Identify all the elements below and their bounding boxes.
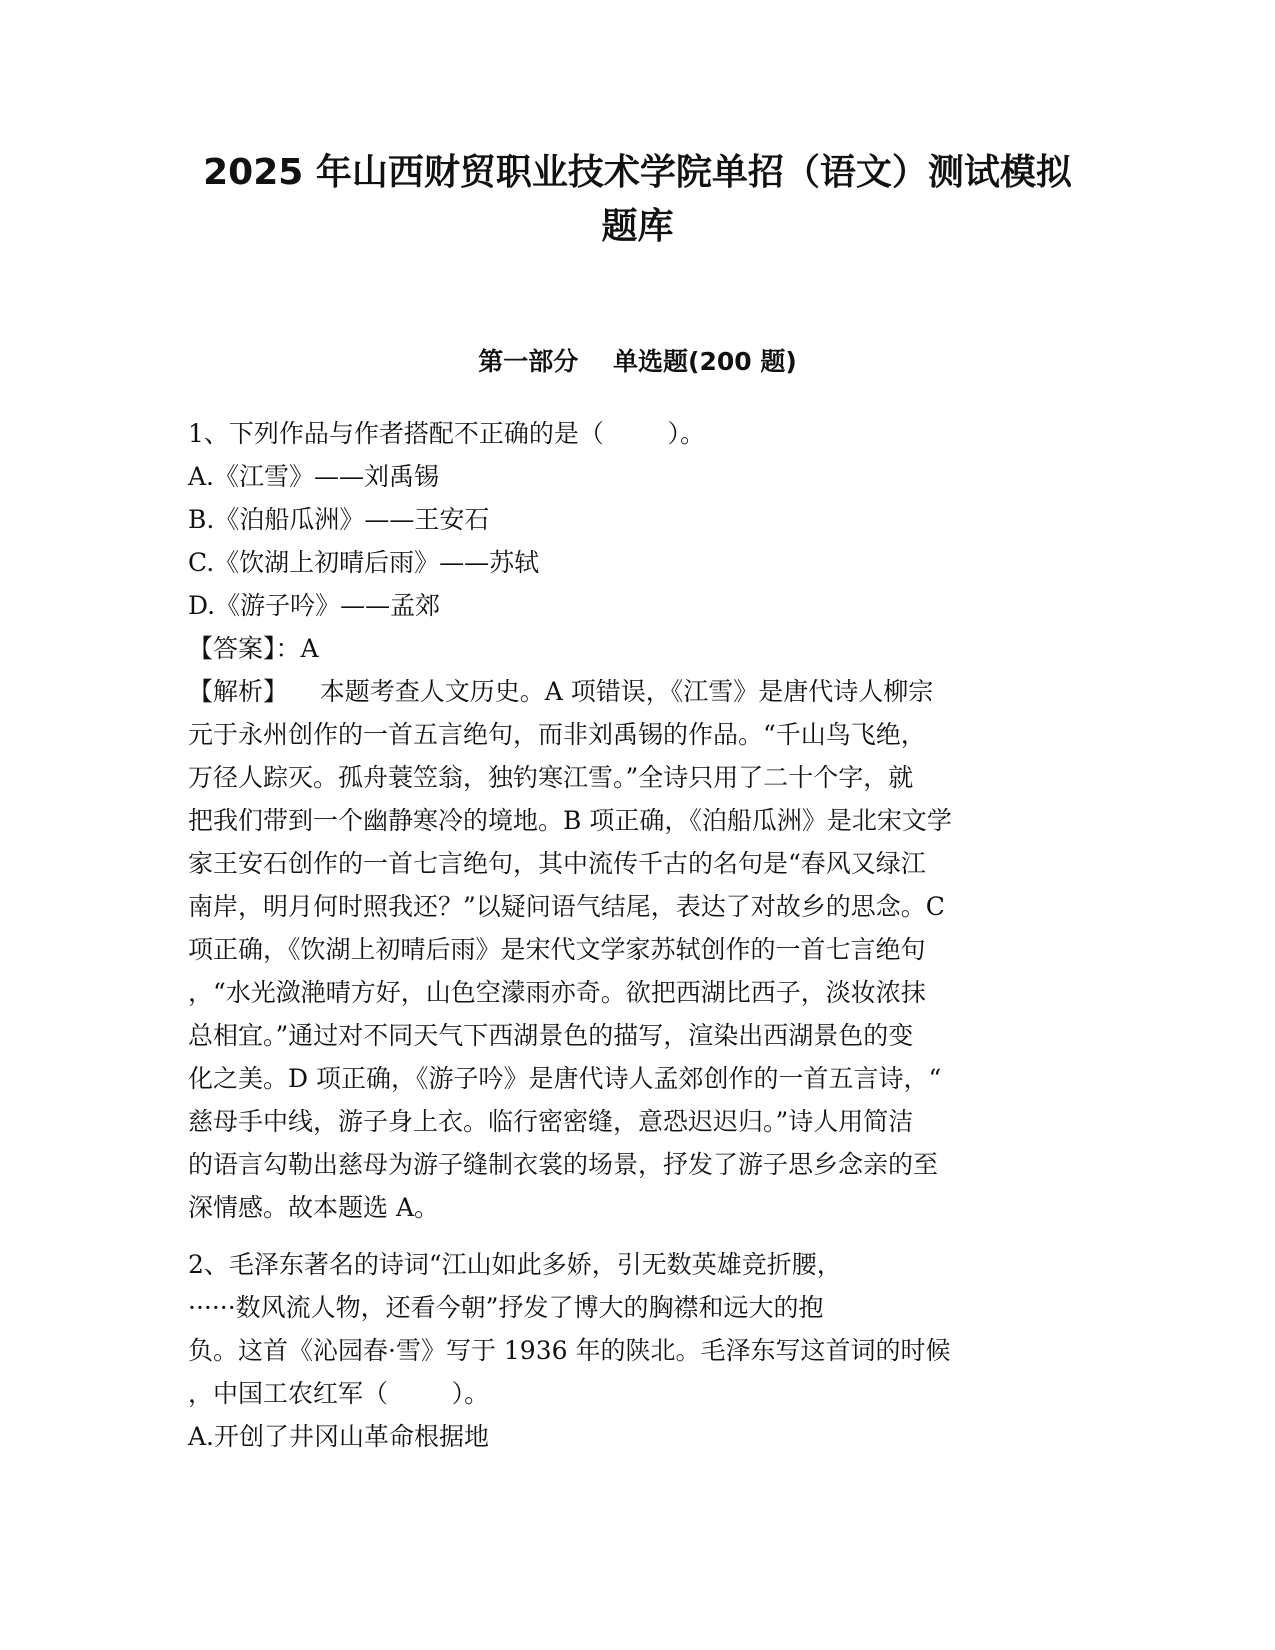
document-title-line-1: 2025 年山西财贸职业技术学院单招（语文）测试模拟 <box>203 152 1072 193</box>
question-stem: 2、毛泽东著名的诗词“江山如此多娇，引无数英雄竞折腰， <box>188 1250 842 1279</box>
document-title <box>150 146 1125 254</box>
document-title-line-2: 题库 <box>601 206 674 247</box>
question-stem: 1、下列作品与作者搭配不正确的是（ ）。 <box>188 419 705 448</box>
document-body <box>188 412 1078 1458</box>
analysis-line: 总相宜。”通过对不同天气下西湖景色的描写，渲染出西湖景色的变 <box>188 1021 914 1050</box>
question-stem: ，中国工农红军（ ）。 <box>188 1379 490 1408</box>
option-c: C.《饮湖上初晴后雨》——苏轼 <box>188 548 540 577</box>
section-heading: 第一部分 单选题(200 题) <box>478 347 797 376</box>
analysis-line: 元于永州创作的一首五言绝句，而非刘禹锡的作品。“千山鸟飞绝， <box>188 720 926 749</box>
question-stem: 负。这首《沁园春·雪》写于 1936 年的陕北。毛泽东写这首词的时候 <box>188 1336 951 1365</box>
option-d: D.《游子吟》——孟郊 <box>188 591 441 620</box>
analysis-paragraph <box>188 670 1078 1229</box>
analysis-line: 家王安石创作的一首七言绝句，其中流传千古的名句是“春风又绿江 <box>188 849 926 878</box>
question-2 <box>188 1243 1078 1458</box>
analysis-line: 南岸，明月何时照我还？”以疑问语气结尾，表达了对故乡的思念。C <box>188 892 945 921</box>
option-b: B.《泊船瓜洲》——王安石 <box>188 505 490 534</box>
analysis-line: 项正确，《饮湖上初晴后雨》是宋代文学家苏轼创作的一首七言绝句 <box>188 935 926 964</box>
answer-line: 【答案】：A <box>188 634 319 663</box>
analysis-line: 深情感。故本题选 A。 <box>188 1193 440 1222</box>
analysis-line: 把我们带到一个幽静寒冷的境地。B 项正确，《泊船瓜洲》是北宋文学 <box>188 806 952 835</box>
question-1 <box>188 412 1078 1229</box>
option-a: A.《江雪》——刘禹锡 <box>188 462 440 491</box>
option-a: A.开创了井冈山革命根据地 <box>188 1422 490 1451</box>
question-gap <box>188 1229 1078 1243</box>
question-stem: ······数风流人物，还看今朝”抒发了博大的胸襟和远大的抱 <box>188 1293 824 1322</box>
analysis-line: 化之美。D 项正确，《游子吟》是唐代诗人孟郊创作的一首五言诗，“ <box>188 1064 942 1093</box>
analysis-line: ，“水光潋滟晴方好，山色空濛雨亦奇。欲把西湖比西子，淡妆浓抹 <box>188 978 926 1007</box>
analysis-line: 慈母手中线，游子身上衣。临行密密缝，意恐迟迟归。”诗人用简洁 <box>188 1107 914 1136</box>
analysis-line: 的语言勾勒出慈母为游子缝制衣裳的场景，抒发了游子思乡念亲的至 <box>188 1150 939 1179</box>
analysis-line: 【解析】 本题考查人文历史。A 项错误，《江雪》是唐代诗人柳宗 <box>188 677 934 706</box>
analysis-line: 万径人踪灭。孤舟蓑笠翁，独钓寒江雪。”全诗只用了二十个字，就 <box>188 763 914 792</box>
